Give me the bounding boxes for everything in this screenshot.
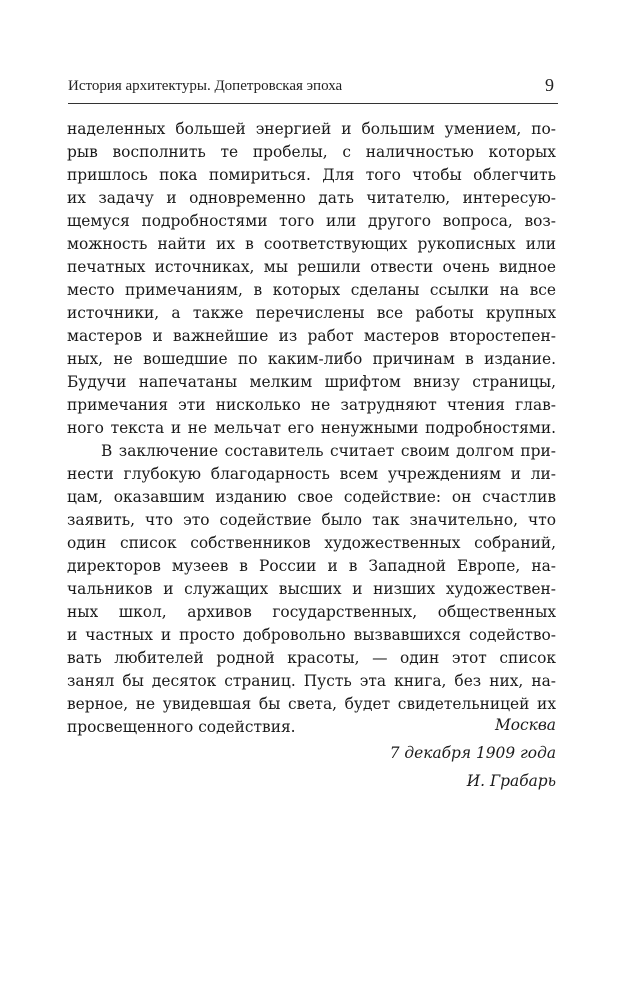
text-line: нести глубокую благодарность всем учреждениям и ли-: [67, 465, 556, 483]
signature-place: Москва: [495, 716, 556, 734]
text-line: верное, не увидевшая бы света, будет свидетельницей их: [67, 695, 556, 713]
signature-date: 7 декабря 1909 года: [389, 744, 556, 762]
text-line: их задачу и одновременно дать читателю, интересую-: [67, 189, 556, 207]
running-header-title: История архитектуры. Допетровская эпоха: [68, 78, 343, 94]
text-line: и частных и просто добровольно вызвавшихся содейство-: [67, 626, 556, 644]
paragraph-2: [67, 440, 556, 739]
text-line: Будучи напечатаны мелким шрифтом внизу страницы,: [67, 373, 556, 391]
text-line: примечания эти нисколько не затрудняют чтения глав-: [67, 396, 556, 414]
text-line: ных школ, архивов государственных, общественных: [67, 603, 556, 621]
text-line: наделенных большей энергией и большим умением, по-: [67, 120, 556, 138]
body-text: [67, 118, 556, 739]
text-line: пришлось пока помириться. Для того чтобы облегчить: [67, 166, 556, 184]
paragraph-1: [67, 118, 556, 440]
text-line: просвещенного содействия.: [67, 718, 296, 736]
text-line: ных, не вошедшие по каким-либо причинам в издание.: [67, 350, 556, 368]
text-line: директоров музеев в России и в Западной Европе, на-: [67, 557, 556, 575]
text-line: вать любителей родной красоты, — один этот список: [67, 649, 556, 667]
text-line: занял бы десяток страниц. Пусть эта книга, без них, на-: [67, 672, 556, 690]
text-line: В заключение составитель считает своим долгом при-: [101, 442, 556, 460]
text-line: источники, а также перечислены все работы крупных: [67, 304, 556, 322]
text-line: один список собственников художественных собраний,: [67, 534, 556, 552]
text-line: ного текста и не мельчат его ненужными подробностями.: [67, 419, 556, 437]
text-line: заявить, что это содействие было так значительно, что: [67, 511, 556, 529]
text-line: рыв восполнить те пробелы, с наличностью которых: [67, 143, 556, 161]
text-line: цам, оказавшим изданию свое содействие: он счастлив: [67, 488, 556, 506]
signature-author: И. Грабарь: [466, 772, 556, 790]
signature-block: [390, 711, 556, 795]
text-line: мастеров и важнейшие из работ мастеров второстепен-: [67, 327, 556, 345]
running-header: [68, 75, 558, 102]
text-line: место примечаниям, в которых сделаны ссылки на все: [67, 281, 556, 299]
text-line: печатных источниках, мы решили отвести очень видное: [67, 258, 556, 276]
text-line: можность найти их в соответствующих рукописных или: [67, 235, 556, 253]
text-line: чальников и служащих высших и низших художествен-: [67, 580, 556, 598]
header-rule: [68, 103, 558, 104]
page-number: 9: [545, 75, 554, 95]
text-line: щемуся подробностями того или другого вопроса, воз-: [67, 212, 556, 230]
